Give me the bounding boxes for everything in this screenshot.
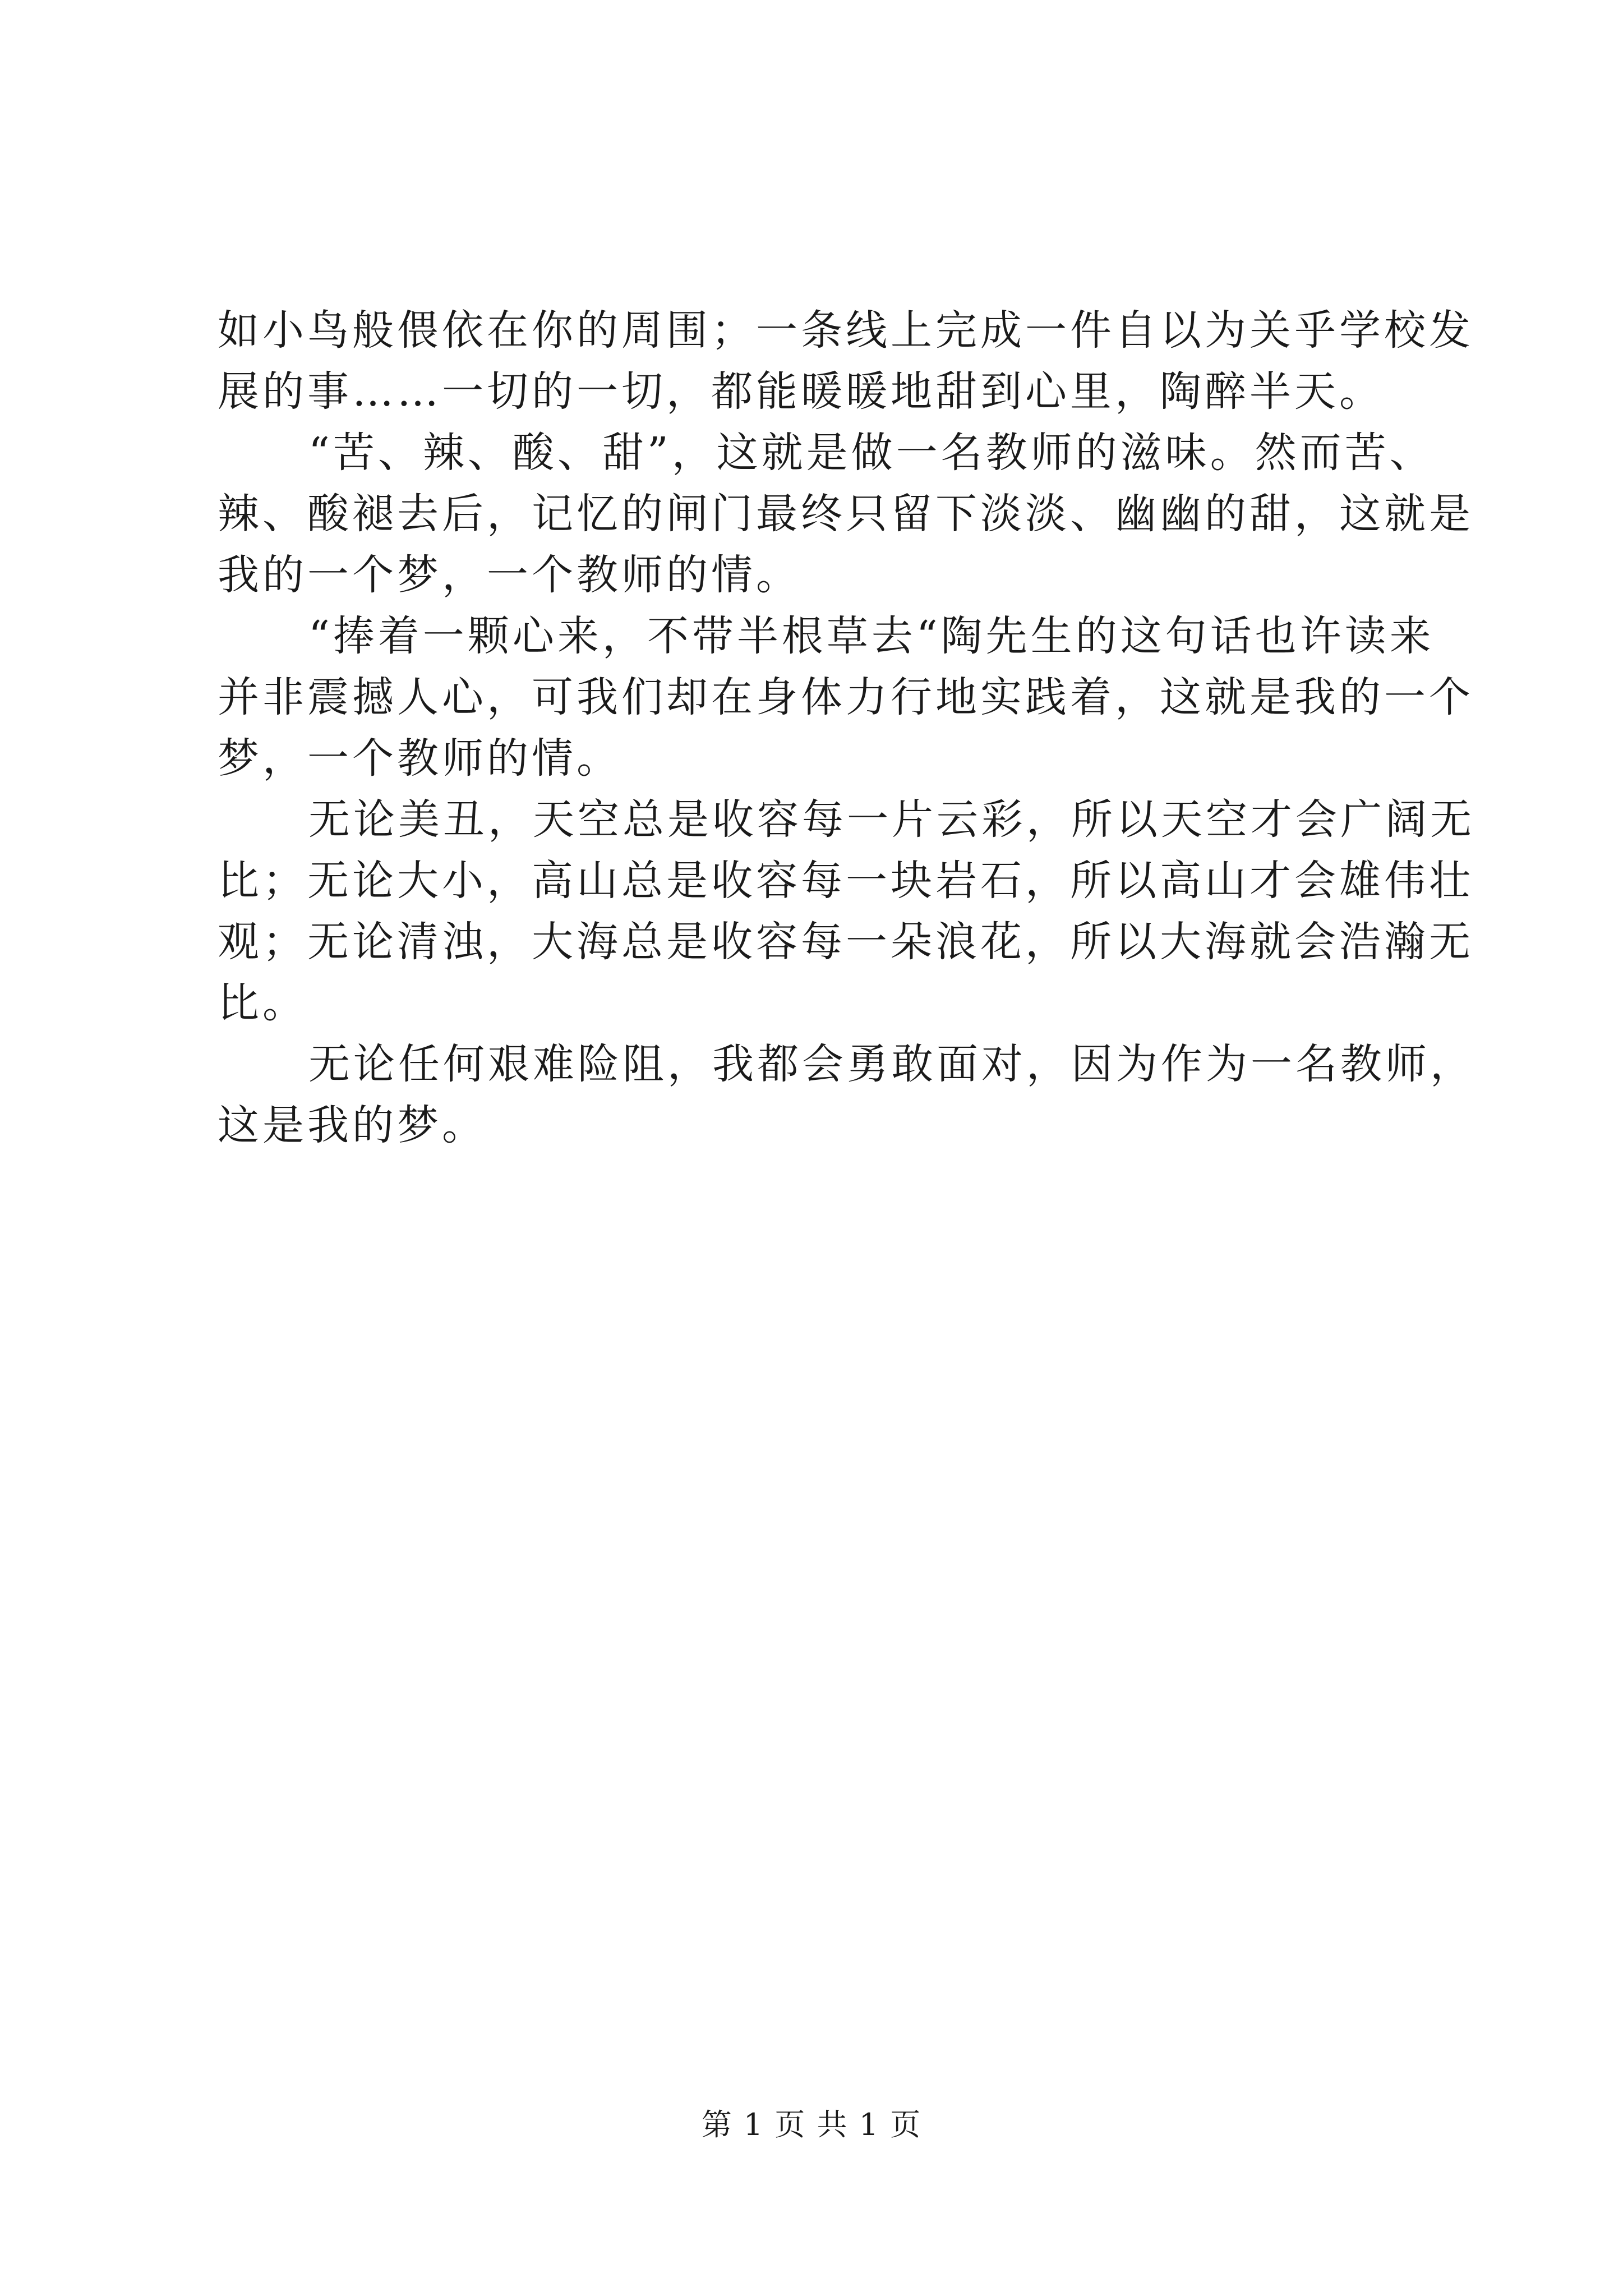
- paragraph-line: 无论美丑，天空总是收容每一片云彩，所以天空才会广阔无: [308, 795, 1475, 844]
- paragraph-5: [218, 1034, 1475, 1156]
- paragraph-line: 如小鸟般偎依在你的周围；一条线上完成一件自以为关乎学校发: [218, 306, 1474, 355]
- paragraph-line: 并非震撼人心，可我们却在身体力行地实践着，这就是我的一个: [218, 673, 1474, 721]
- paragraph-line: “苦、辣、酸、甜”，这就是做一名教师的滋味。然而苦、: [308, 429, 1435, 477]
- paragraph-1: [218, 300, 1474, 422]
- paragraph-4: [218, 789, 1475, 1034]
- paragraph-line: “捧着一颗心来，不带半根草去“陶先生的这句话也许读来: [308, 612, 1435, 660]
- paragraph-line: 辣、酸褪去后，记忆的闸门最终只留下淡淡、幽幽的甜，这就是: [218, 490, 1474, 538]
- paragraph-2: [218, 422, 1474, 606]
- page-number-footer: 第 1 页 共 1 页: [701, 2107, 922, 2142]
- paragraph-line: 我的一个梦，一个教师的情。: [218, 551, 801, 599]
- paragraph-line: 展的事……一切的一切，都能暖暖地甜到心里，陶醉半天。: [218, 367, 1384, 416]
- document-body: [218, 300, 1475, 1156]
- paragraph-line: 比；无论大小，高山总是收容每一块岩石，所以高山才会雄伟壮: [218, 857, 1474, 905]
- paragraph-line: 这是我的梦。: [218, 1101, 487, 1149]
- paragraph-line: 比。: [218, 979, 307, 1027]
- paragraph-line: 观；无论清浊，大海总是收容每一朵浪花，所以大海就会浩瀚无: [218, 918, 1474, 966]
- paragraph-3: [218, 606, 1474, 789]
- paragraph-line: 梦，一个教师的情。: [218, 734, 621, 783]
- paragraph-line: 无论任何艰难险阻，我都会勇敢面对，因为作为一名教师，: [308, 1040, 1475, 1088]
